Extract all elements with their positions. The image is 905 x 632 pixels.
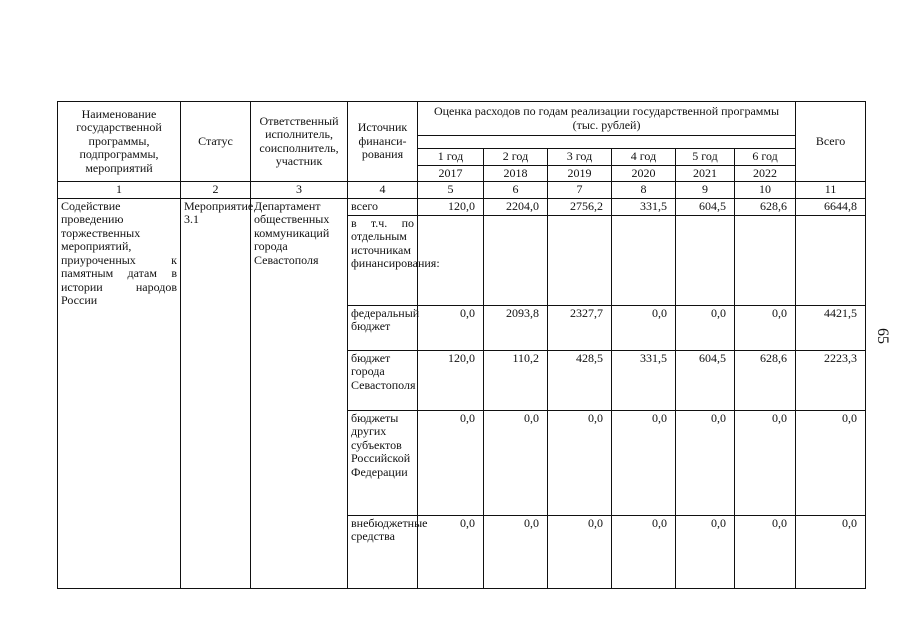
column-number: 4: [348, 182, 418, 199]
column-number: 2: [181, 182, 251, 199]
page-number: 65: [874, 328, 891, 344]
source-label: в т.ч. по отдельным источникам финансирования:: [348, 215, 418, 305]
value-cell: 0,0: [676, 515, 735, 588]
value-cell: 628,6: [735, 350, 796, 410]
value-cell: 0,0: [676, 305, 735, 350]
value-cell: 0,0: [418, 305, 484, 350]
column-number: 9: [676, 182, 735, 199]
value-cell: [735, 215, 796, 305]
header-year-label-6: 6 год: [735, 149, 796, 166]
value-cell: 0,0: [612, 305, 676, 350]
value-cell: 0,0: [612, 410, 676, 515]
source-label: бюджеты других субъектов Российской Федерации: [348, 410, 418, 515]
value-cell: 0,0: [548, 410, 612, 515]
column-number: 6: [484, 182, 548, 199]
program-responsible: Департамент общественных коммуникаций города Севастополя: [251, 198, 348, 588]
header-costs: Оценка расходов по годам реализации государственной программы (тыс. рублей): [418, 102, 796, 136]
value-cell: [548, 215, 612, 305]
value-cell: [676, 215, 735, 305]
source-label: внебюджетные средства: [348, 515, 418, 588]
value-cell: [484, 215, 548, 305]
value-cell: [612, 215, 676, 305]
value-cell: 120,0: [418, 350, 484, 410]
total-cell: 0,0: [796, 515, 866, 588]
header-year-4: 2020: [612, 165, 676, 182]
column-number: 5: [418, 182, 484, 199]
header-responsible: Ответственный исполнитель, соисполнитель, участник: [251, 102, 348, 182]
expenditure-table: [57, 101, 866, 589]
header-year-5: 2021: [676, 165, 735, 182]
value-cell: 604,5: [676, 198, 735, 215]
header-gap: [418, 136, 796, 149]
value-cell: 0,0: [612, 515, 676, 588]
value-cell: 0,0: [484, 410, 548, 515]
program-name: Содействие проведению торжественных мероприятий, приуроченных к памятным датам в истории народов России: [58, 198, 181, 588]
total-cell: 6644,8: [796, 198, 866, 215]
total-cell: 0,0: [796, 410, 866, 515]
value-cell: 0,0: [484, 515, 548, 588]
value-cell: 2756,2: [548, 198, 612, 215]
header-year-label-3: 3 год: [548, 149, 612, 166]
value-cell: 0,0: [548, 515, 612, 588]
header-year-label-4: 4 год: [612, 149, 676, 166]
program-status: Мероприятие 3.1: [181, 198, 251, 588]
column-number: 11: [796, 182, 866, 199]
total-cell: 2223,3: [796, 350, 866, 410]
source-label: федеральный бюджет: [348, 305, 418, 350]
total-cell: 4421,5: [796, 305, 866, 350]
value-cell: 604,5: [676, 350, 735, 410]
header-year-2: 2018: [484, 165, 548, 182]
total-cell: [796, 215, 866, 305]
header-status: Статус: [181, 102, 251, 182]
value-cell: 428,5: [548, 350, 612, 410]
value-cell: 331,5: [612, 350, 676, 410]
column-number: 7: [548, 182, 612, 199]
source-label: всего: [348, 198, 418, 215]
value-cell: 0,0: [418, 410, 484, 515]
value-cell: 0,0: [735, 305, 796, 350]
value-cell: 628,6: [735, 198, 796, 215]
header-name: Наименование государственной программы, подпрограммы, мероприятий: [58, 102, 181, 182]
header-total: Всего: [796, 102, 866, 182]
column-number: 1: [58, 182, 181, 199]
header-year-3: 2019: [548, 165, 612, 182]
value-cell: 0,0: [735, 410, 796, 515]
value-cell: 110,2: [484, 350, 548, 410]
header-year-1: 2017: [418, 165, 484, 182]
column-number: 10: [735, 182, 796, 199]
source-label: бюджет города Севастополя: [348, 350, 418, 410]
value-cell: 2204,0: [484, 198, 548, 215]
column-number: 8: [612, 182, 676, 199]
header-year-label-5: 5 год: [676, 149, 735, 166]
header-source: Источник финанси-рования: [348, 102, 418, 182]
value-cell: 0,0: [676, 410, 735, 515]
value-cell: 2327,7: [548, 305, 612, 350]
value-cell: 0,0: [418, 515, 484, 588]
header-year-label-2: 2 год: [484, 149, 548, 166]
value-cell: 120,0: [418, 198, 484, 215]
value-cell: 2093,8: [484, 305, 548, 350]
value-cell: 331,5: [612, 198, 676, 215]
header-year-label-1: 1 год: [418, 149, 484, 166]
value-cell: 0,0: [735, 515, 796, 588]
column-number: 3: [251, 182, 348, 199]
header-year-6: 2022: [735, 165, 796, 182]
